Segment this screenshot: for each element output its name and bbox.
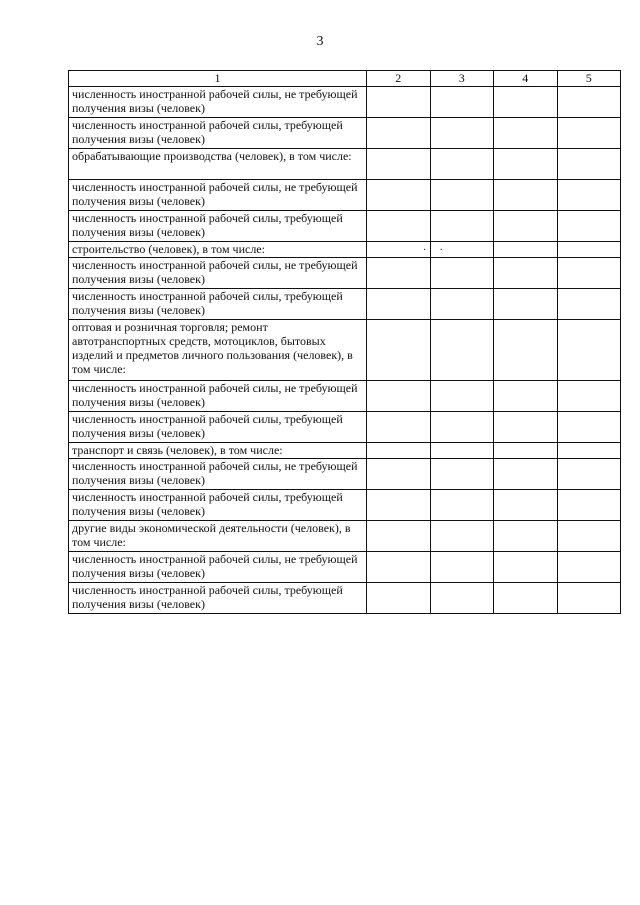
value-cell xyxy=(494,552,558,583)
value-cell xyxy=(430,87,494,118)
value-cell xyxy=(430,381,494,412)
table-row xyxy=(69,521,621,552)
value-cell xyxy=(557,320,621,381)
value-cell xyxy=(494,242,558,258)
table-row xyxy=(69,320,621,381)
table-row xyxy=(69,552,621,583)
value-cell xyxy=(367,87,431,118)
row-label: строительство (человек), в том числе: xyxy=(69,242,367,258)
value-cell xyxy=(494,583,558,614)
value-cell xyxy=(430,521,494,552)
table-row xyxy=(69,87,621,118)
table-row xyxy=(69,211,621,242)
value-cell xyxy=(367,583,431,614)
value-cell xyxy=(367,443,431,459)
value-cell xyxy=(557,258,621,289)
value-cell xyxy=(367,459,431,490)
value-cell xyxy=(430,211,494,242)
value-cell xyxy=(430,118,494,149)
value-cell xyxy=(367,320,431,381)
value-cell xyxy=(367,211,431,242)
value-cell xyxy=(557,87,621,118)
value-cell xyxy=(494,320,558,381)
value-cell xyxy=(557,459,621,490)
row-label: транспорт и связь (человек), в том числе: xyxy=(69,443,367,459)
column-header: 3 xyxy=(430,71,494,87)
value-cell xyxy=(367,490,431,521)
header-row xyxy=(69,71,621,87)
value-cell xyxy=(367,242,431,258)
table-row xyxy=(69,443,621,459)
value-cell xyxy=(557,289,621,320)
row-label: численность иностранной рабочей силы, не требующей получения визы (человек) xyxy=(69,459,367,490)
table-row xyxy=(69,583,621,614)
value-cell xyxy=(367,289,431,320)
value-cell xyxy=(430,459,494,490)
value-cell xyxy=(367,552,431,583)
value-cell xyxy=(367,521,431,552)
value-cell xyxy=(367,412,431,443)
value-cell xyxy=(430,583,494,614)
value-cell xyxy=(557,381,621,412)
row-label: численность иностранной рабочей силы, не требующей получения визы (человек) xyxy=(69,381,367,412)
value-cell xyxy=(557,242,621,258)
value-cell xyxy=(494,289,558,320)
value-cell xyxy=(557,490,621,521)
value-cell xyxy=(367,180,431,211)
value-cell xyxy=(494,521,558,552)
row-label: численность иностранной рабочей силы, требующей получения визы (человек) xyxy=(69,118,367,149)
value-cell xyxy=(430,289,494,320)
value-cell xyxy=(494,87,558,118)
row-label: численность иностранной рабочей силы, не требующей получения визы (человек) xyxy=(69,180,367,211)
value-cell xyxy=(494,149,558,180)
value-cell xyxy=(430,242,494,258)
value-cell xyxy=(430,149,494,180)
stray-mark: · xyxy=(423,245,427,256)
value-cell xyxy=(494,490,558,521)
row-label: оптовая и розничная торговля; ремонт автотранспортных средств, мотоциклов, бытовых изделий и предметов личного пользования (человек), в том числе: xyxy=(69,320,367,381)
column-header: 5 xyxy=(557,71,621,87)
row-label: численность иностранной рабочей силы, требующей получения визы (человек) xyxy=(69,490,367,521)
table-row xyxy=(69,118,621,149)
stray-mark: · xyxy=(439,245,443,256)
value-cell xyxy=(494,118,558,149)
row-label: другие виды экономической деятельности (человек), в том числе: xyxy=(69,521,367,552)
value-cell xyxy=(367,149,431,180)
value-cell xyxy=(557,443,621,459)
row-label: численность иностранной рабочей силы, не требующей получения визы (человек) xyxy=(69,87,367,118)
row-label: численность иностранной рабочей силы, не требующей получения визы (человек) xyxy=(69,552,367,583)
row-label: численность иностранной рабочей силы, требующей получения визы (человек) xyxy=(69,412,367,443)
column-header: 2 xyxy=(367,71,431,87)
row-label: численность иностранной рабочей силы, требующей получения визы (человек) xyxy=(69,211,367,242)
value-cell xyxy=(557,412,621,443)
table-row xyxy=(69,242,621,258)
table-row xyxy=(69,289,621,320)
value-cell xyxy=(430,320,494,381)
value-cell xyxy=(557,180,621,211)
value-cell xyxy=(494,412,558,443)
value-cell xyxy=(557,583,621,614)
value-cell xyxy=(494,258,558,289)
table-row xyxy=(69,459,621,490)
table-row xyxy=(69,258,621,289)
data-table xyxy=(68,70,621,614)
value-cell xyxy=(367,118,431,149)
value-cell xyxy=(494,381,558,412)
row-label: численность иностранной рабочей силы, требующей получения визы (человек) xyxy=(69,583,367,614)
table-row xyxy=(69,180,621,211)
value-cell xyxy=(557,149,621,180)
value-cell xyxy=(430,443,494,459)
table-row xyxy=(69,381,621,412)
value-cell xyxy=(494,211,558,242)
value-cell xyxy=(557,521,621,552)
table-row xyxy=(69,412,621,443)
table-row xyxy=(69,490,621,521)
value-cell xyxy=(367,381,431,412)
value-cell xyxy=(430,490,494,521)
row-label: обрабатывающие производства (человек), в том числе: xyxy=(69,149,367,180)
row-label: численность иностранной рабочей силы, требующей получения визы (человек) xyxy=(69,289,367,320)
value-cell xyxy=(494,443,558,459)
value-cell xyxy=(367,258,431,289)
column-header: 4 xyxy=(494,71,558,87)
value-cell xyxy=(430,412,494,443)
value-cell xyxy=(494,459,558,490)
value-cell xyxy=(557,118,621,149)
value-cell xyxy=(430,180,494,211)
value-cell xyxy=(557,211,621,242)
column-header: 1 xyxy=(69,71,367,87)
value-cell xyxy=(557,552,621,583)
value-cell xyxy=(430,552,494,583)
table-row xyxy=(69,149,621,180)
row-label: численность иностранной рабочей силы, не требующей получения визы (человек) xyxy=(69,258,367,289)
value-cell xyxy=(430,258,494,289)
value-cell xyxy=(494,180,558,211)
page-number: 3 xyxy=(316,34,324,49)
